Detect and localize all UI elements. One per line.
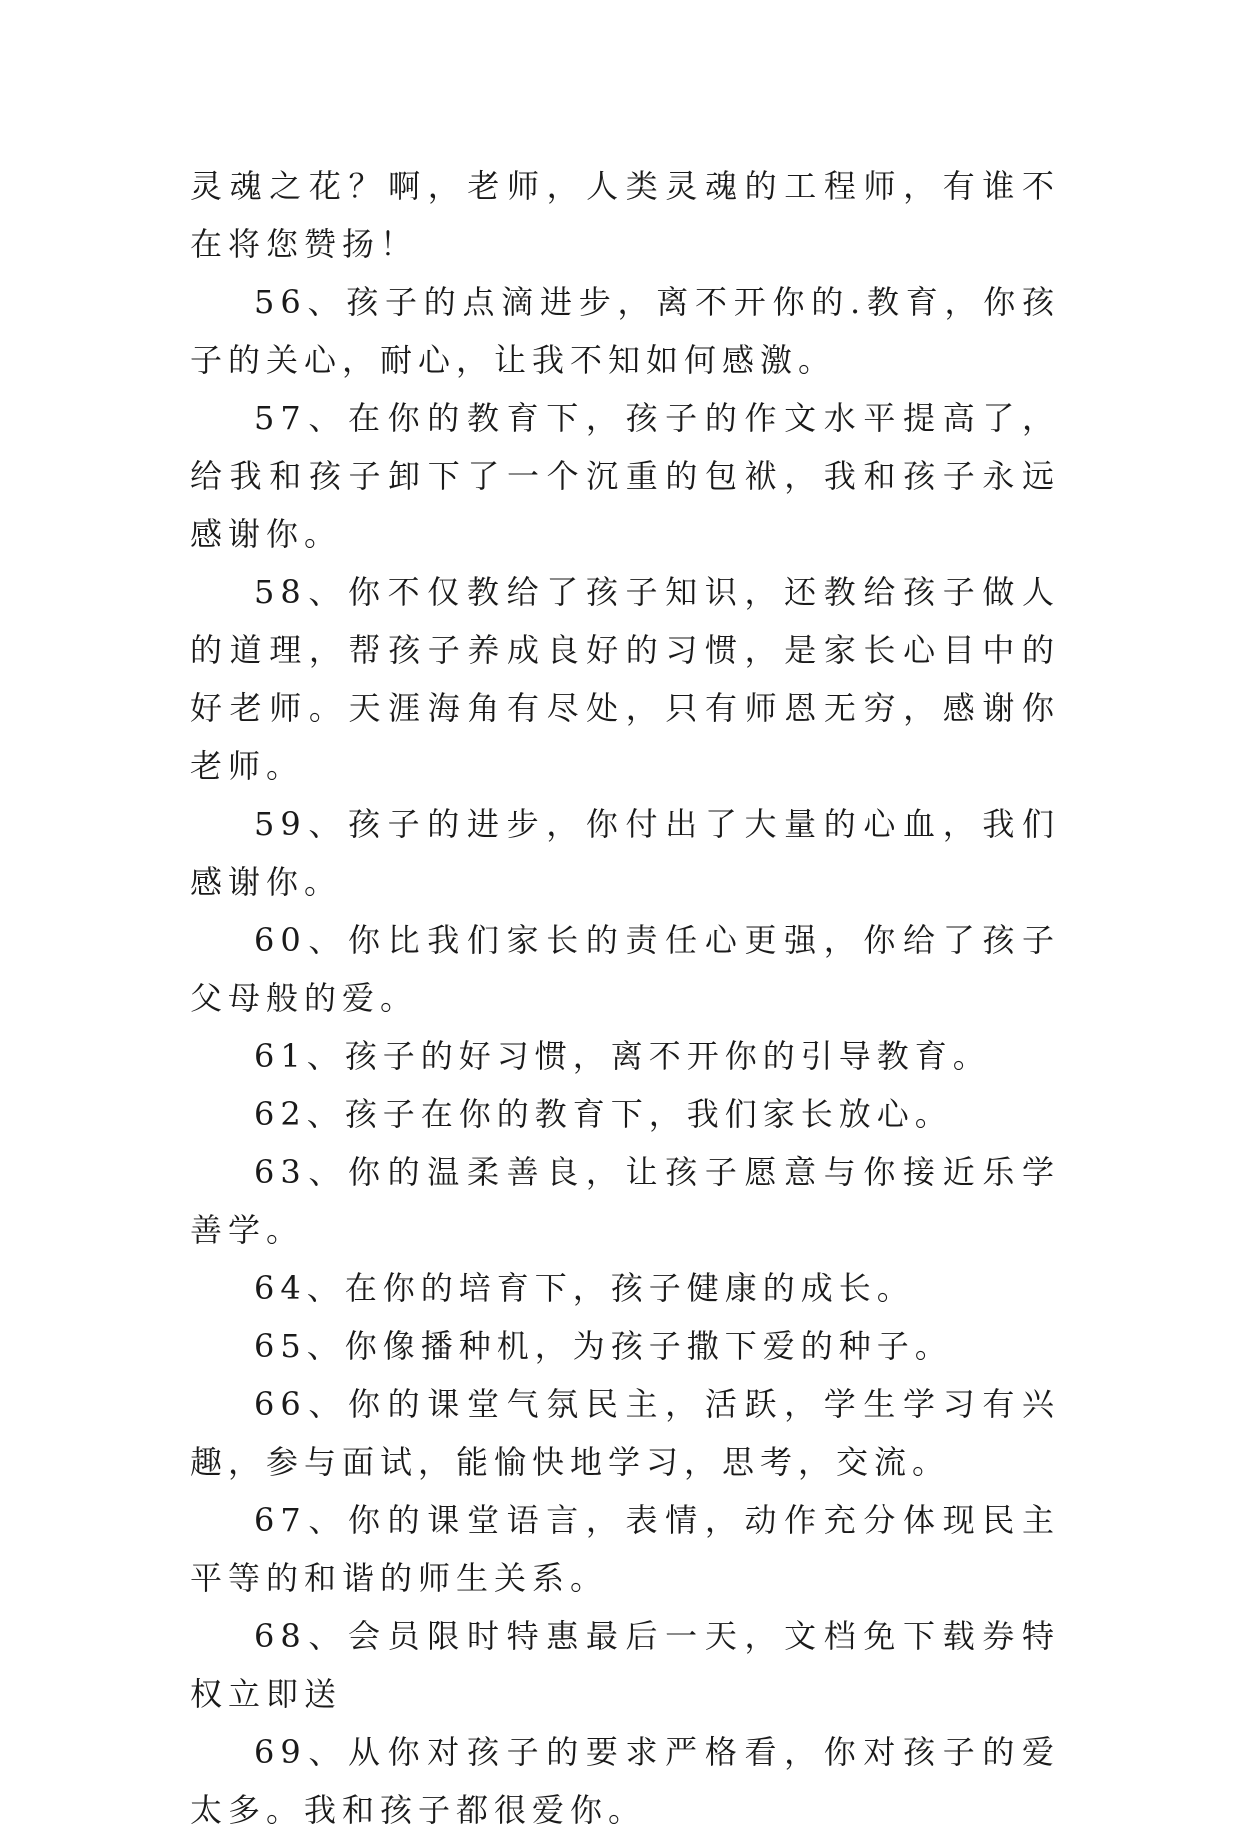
paragraph-58: 58、你不仅教给了孩子知识，还教给孩子做人的道理，帮孩子养成良好的习惯，是家长心目中的好老师。天涯海角有尽处，只有师恩无穷，感谢你老师。 (190, 573, 1060, 785)
paragraph-65: 65、你像播种机，为孩子撒下爱的种子。 (254, 1327, 953, 1365)
paragraph-63: 63、你的温柔善良，让孩子愿意与你接近乐学善学。 (190, 1153, 1060, 1249)
paragraph-59: 59、孩子的进步，你付出了大量的心血，我们感谢你。 (190, 805, 1060, 901)
paragraph-64: 64、在你的培育下，孩子健康的成长。 (254, 1269, 915, 1307)
paragraph-57: 57、在你的教育下，孩子的作文水平提高了，给我和孩子卸下了一个沉重的包袱，我和孩子永远感谢你。 (190, 399, 1060, 553)
paragraph-67: 67、你的课堂语言，表情，动作充分体现民主平等的和谐的师生关系。 (190, 1501, 1060, 1597)
paragraph-continuation: 灵魂之花？啊，老师，人类灵魂的工程师，有谁不在将您赞扬！ (190, 167, 1060, 263)
paragraph-60: 60、你比我们家长的责任心更强，你给了孩子父母般的爱。 (190, 921, 1060, 1017)
paragraph-62: 62、孩子在你的教育下，我们家长放心。 (254, 1095, 953, 1133)
paragraph-69: 69、从你对孩子的要求严格看，你对孩子的爱太多。我和孩子都很爱你。 (190, 1733, 1060, 1829)
paragraph-56: 56、孩子的点滴进步，离不开你的.教育，你孩子的关心，耐心，让我不知如何感激。 (190, 283, 1060, 379)
paragraph-68: 68、会员限时特惠最后一天，文档免下载券特权立即送 (190, 1617, 1060, 1713)
paragraph-66: 66、你的课堂气氛民主，活跃，学生学习有兴趣，参与面试，能愉快地学习，思考，交流。 (190, 1385, 1060, 1481)
paragraph-61: 61、孩子的好习惯，离不开你的引导教育。 (254, 1037, 991, 1075)
document-body (190, 157, 1060, 1839)
